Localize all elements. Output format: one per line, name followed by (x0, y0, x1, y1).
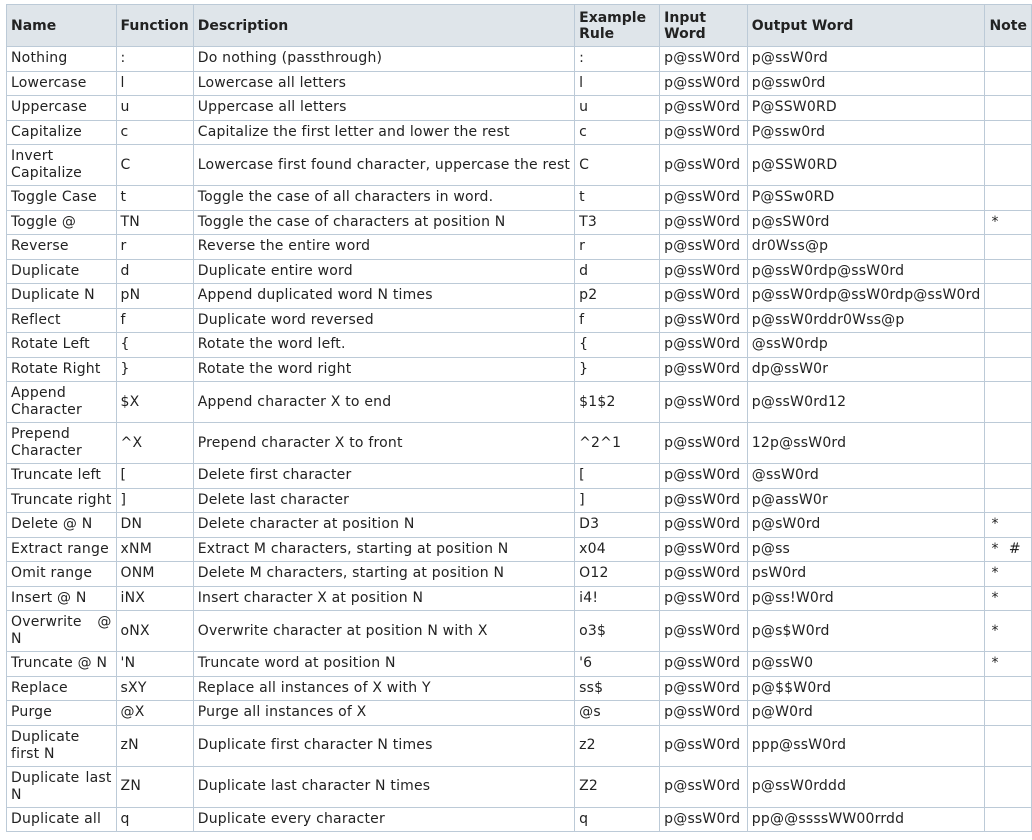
cell-note (985, 676, 1032, 701)
cell-description: Rotate the word left. (193, 333, 574, 358)
cell-note (985, 423, 1032, 464)
cell-output: p@ssw0rd (747, 71, 985, 96)
cell-example: o3$ (575, 611, 660, 652)
header-function: Function (116, 5, 193, 47)
cell-description: Duplicate word reversed (193, 308, 574, 333)
header-output-word: Output Word (747, 5, 985, 47)
table-body (7, 47, 1032, 832)
cell-description: Duplicate last character N times (193, 766, 574, 807)
cell-function: iNX (116, 586, 193, 611)
cell-input: p@ssW0rd (660, 464, 748, 489)
table-row (7, 537, 1032, 562)
cell-function: $X (116, 382, 193, 423)
cell-function: l (116, 71, 193, 96)
cell-example: C (575, 145, 660, 186)
cell-note (985, 701, 1032, 726)
cell-input: p@ssW0rd (660, 586, 748, 611)
header-name: Name (7, 5, 117, 47)
cell-input: p@ssW0rd (660, 725, 748, 766)
cell-name: Duplicate (7, 259, 117, 284)
cell-note: * (985, 513, 1032, 538)
table-row (7, 120, 1032, 145)
cell-description: Reverse the entire word (193, 235, 574, 260)
cell-description: Append duplicated word N times (193, 284, 574, 309)
cell-output: pp@@ssssWW00rrdd (747, 807, 985, 832)
table-row (7, 652, 1032, 677)
cell-output: p@ss (747, 537, 985, 562)
cell-name: Rotate Right (7, 357, 117, 382)
cell-function: C (116, 145, 193, 186)
cell-example: q (575, 807, 660, 832)
cell-input: p@ssW0rd (660, 235, 748, 260)
cell-output: @ssW0rd (747, 464, 985, 489)
cell-name: Reverse (7, 235, 117, 260)
cell-function: f (116, 308, 193, 333)
cell-example: t (575, 186, 660, 211)
cell-function: } (116, 357, 193, 382)
cell-name: Purge (7, 701, 117, 726)
cell-name: Append Character (7, 382, 117, 423)
cell-name: Truncate @ N (7, 652, 117, 677)
cell-function: DN (116, 513, 193, 538)
cell-description: Duplicate entire word (193, 259, 574, 284)
header-input-word: Input Word (660, 5, 748, 47)
cell-example: '6 (575, 652, 660, 677)
cell-input: p@ssW0rd (660, 333, 748, 358)
cell-description: Delete first character (193, 464, 574, 489)
cell-function: 'N (116, 652, 193, 677)
cell-description: Rotate the word right (193, 357, 574, 382)
cell-note (985, 807, 1032, 832)
cell-output: p@ssW0 (747, 652, 985, 677)
cell-note (985, 725, 1032, 766)
table-row (7, 71, 1032, 96)
cell-note (985, 464, 1032, 489)
cell-note (985, 284, 1032, 309)
cell-input: p@ssW0rd (660, 71, 748, 96)
cell-output: P@ssw0rd (747, 120, 985, 145)
cell-name: Omit range (7, 562, 117, 587)
cell-description: Truncate word at position N (193, 652, 574, 677)
table-row (7, 701, 1032, 726)
cell-function: oNX (116, 611, 193, 652)
cell-name: Rotate Left (7, 333, 117, 358)
cell-example: c (575, 120, 660, 145)
cell-name: Duplicate first N (7, 725, 117, 766)
cell-name: Duplicate last N (7, 766, 117, 807)
cell-output: p@ssW0rdp@ssW0rdp@ssW0rd (747, 284, 985, 309)
cell-function: r (116, 235, 193, 260)
cell-output: p@ss!W0rd (747, 586, 985, 611)
cell-output: @ssW0rdp (747, 333, 985, 358)
cell-example: T3 (575, 210, 660, 235)
table-row (7, 308, 1032, 333)
cell-name: Delete @ N (7, 513, 117, 538)
cell-description: Overwrite character at position N with X (193, 611, 574, 652)
cell-output: dr0Wss@p (747, 235, 985, 260)
cell-example: : (575, 47, 660, 72)
cell-input: p@ssW0rd (660, 423, 748, 464)
cell-example: $1$2 (575, 382, 660, 423)
cell-function: : (116, 47, 193, 72)
cell-input: p@ssW0rd (660, 611, 748, 652)
cell-example: Z2 (575, 766, 660, 807)
cell-function: ONM (116, 562, 193, 587)
cell-output: dp@ssW0r (747, 357, 985, 382)
cell-output: 12p@ssW0rd (747, 423, 985, 464)
cell-function: ] (116, 488, 193, 513)
cell-function: @X (116, 701, 193, 726)
cell-input: p@ssW0rd (660, 676, 748, 701)
header-row (7, 5, 1032, 47)
cell-input: p@ssW0rd (660, 357, 748, 382)
table-row (7, 210, 1032, 235)
cell-example: l (575, 71, 660, 96)
table-row (7, 464, 1032, 489)
cell-name: Prepend Character (7, 423, 117, 464)
header-example-rule: Example Rule (575, 5, 660, 47)
cell-function: [ (116, 464, 193, 489)
table-row (7, 333, 1032, 358)
cell-description: Delete last character (193, 488, 574, 513)
table-row (7, 96, 1032, 121)
cell-description: Replace all instances of X with Y (193, 676, 574, 701)
header-note: Note (985, 5, 1032, 47)
cell-name: Replace (7, 676, 117, 701)
cell-input: p@ssW0rd (660, 308, 748, 333)
cell-example: @s (575, 701, 660, 726)
cell-example: x04 (575, 537, 660, 562)
cell-example: { (575, 333, 660, 358)
cell-output: p@ssW0rddd (747, 766, 985, 807)
cell-function: ZN (116, 766, 193, 807)
cell-input: p@ssW0rd (660, 210, 748, 235)
cell-description: Do nothing (passthrough) (193, 47, 574, 72)
cell-description: Uppercase all letters (193, 96, 574, 121)
cell-note (985, 308, 1032, 333)
cell-description: Toggle the case of characters at position N (193, 210, 574, 235)
cell-input: p@ssW0rd (660, 96, 748, 121)
table-row (7, 357, 1032, 382)
rule-functions-table (6, 4, 1032, 832)
table-row (7, 676, 1032, 701)
cell-note (985, 120, 1032, 145)
cell-note (985, 71, 1032, 96)
cell-description: Purge all instances of X (193, 701, 574, 726)
cell-output: P@SSW0RD (747, 96, 985, 121)
table-row (7, 47, 1032, 72)
cell-function: d (116, 259, 193, 284)
cell-function: t (116, 186, 193, 211)
table-row (7, 259, 1032, 284)
table-row (7, 235, 1032, 260)
table-row (7, 423, 1032, 464)
cell-output: p@ssW0rd12 (747, 382, 985, 423)
cell-name: Invert Capitalize (7, 145, 117, 186)
cell-output: ppp@ssW0rd (747, 725, 985, 766)
cell-output: p@W0rd (747, 701, 985, 726)
cell-function: { (116, 333, 193, 358)
table-row (7, 513, 1032, 538)
cell-input: p@ssW0rd (660, 47, 748, 72)
cell-input: p@ssW0rd (660, 513, 748, 538)
cell-description: Toggle the case of all characters in word. (193, 186, 574, 211)
cell-output: p@ssW0rddr0Wss@p (747, 308, 985, 333)
cell-input: p@ssW0rd (660, 259, 748, 284)
cell-description: Insert character X at position N (193, 586, 574, 611)
cell-function: pN (116, 284, 193, 309)
cell-note (985, 96, 1032, 121)
cell-example: ^2^1 (575, 423, 660, 464)
cell-name: Reflect (7, 308, 117, 333)
cell-example: p2 (575, 284, 660, 309)
cell-input: p@ssW0rd (660, 382, 748, 423)
cell-function: xNM (116, 537, 193, 562)
cell-description: Delete character at position N (193, 513, 574, 538)
cell-output: p@ssW0rdp@ssW0rd (747, 259, 985, 284)
cell-function: ^X (116, 423, 193, 464)
cell-name: Uppercase (7, 96, 117, 121)
cell-example: z2 (575, 725, 660, 766)
table-row (7, 284, 1032, 309)
cell-note: * (985, 586, 1032, 611)
cell-output: p@$$W0rd (747, 676, 985, 701)
table-row (7, 145, 1032, 186)
cell-example: i4! (575, 586, 660, 611)
cell-name: Lowercase (7, 71, 117, 96)
cell-example: r (575, 235, 660, 260)
cell-description: Delete M characters, starting at position N (193, 562, 574, 587)
header-description: Description (193, 5, 574, 47)
cell-function: TN (116, 210, 193, 235)
cell-input: p@ssW0rd (660, 652, 748, 677)
cell-description: Capitalize the first letter and lower the rest (193, 120, 574, 145)
cell-example: [ (575, 464, 660, 489)
cell-name: Truncate left (7, 464, 117, 489)
cell-input: p@ssW0rd (660, 766, 748, 807)
cell-description: Duplicate every character (193, 807, 574, 832)
cell-name: Nothing (7, 47, 117, 72)
cell-example: d (575, 259, 660, 284)
table-row (7, 725, 1032, 766)
table-row (7, 586, 1032, 611)
cell-description: Prepend character X to front (193, 423, 574, 464)
cell-output: P@SSw0RD (747, 186, 985, 211)
cell-example: O12 (575, 562, 660, 587)
cell-note (985, 357, 1032, 382)
cell-output: psW0rd (747, 562, 985, 587)
cell-input: p@ssW0rd (660, 145, 748, 186)
cell-note (985, 333, 1032, 358)
cell-note (985, 235, 1032, 260)
cell-function: zN (116, 725, 193, 766)
table-row (7, 382, 1032, 423)
cell-note (985, 145, 1032, 186)
cell-name: Duplicate N (7, 284, 117, 309)
cell-input: p@ssW0rd (660, 537, 748, 562)
cell-function: sXY (116, 676, 193, 701)
cell-note: * (985, 210, 1032, 235)
cell-description: Append character X to end (193, 382, 574, 423)
cell-example: D3 (575, 513, 660, 538)
cell-output: p@s$W0rd (747, 611, 985, 652)
cell-note (985, 766, 1032, 807)
cell-function: u (116, 96, 193, 121)
cell-description: Duplicate first character N times (193, 725, 574, 766)
cell-name: Extract range (7, 537, 117, 562)
cell-note: * (985, 562, 1032, 587)
cell-description: Lowercase first found character, uppercase the rest (193, 145, 574, 186)
table-row (7, 562, 1032, 587)
cell-note: * (985, 611, 1032, 652)
cell-name: Truncate right (7, 488, 117, 513)
table-row (7, 488, 1032, 513)
cell-output: p@sSW0rd (747, 210, 985, 235)
cell-example: } (575, 357, 660, 382)
cell-output: p@assW0r (747, 488, 985, 513)
cell-output: p@sW0rd (747, 513, 985, 538)
cell-input: p@ssW0rd (660, 186, 748, 211)
cell-note (985, 259, 1032, 284)
cell-name: Overwrite @ N (7, 611, 117, 652)
cell-description: Lowercase all letters (193, 71, 574, 96)
cell-note: * (985, 652, 1032, 677)
cell-output: p@SSW0RD (747, 145, 985, 186)
cell-name: Toggle Case (7, 186, 117, 211)
table-row (7, 186, 1032, 211)
cell-note (985, 186, 1032, 211)
cell-note (985, 382, 1032, 423)
cell-input: p@ssW0rd (660, 284, 748, 309)
cell-example: ] (575, 488, 660, 513)
cell-note (985, 488, 1032, 513)
cell-example: u (575, 96, 660, 121)
cell-description: Extract M characters, starting at position N (193, 537, 574, 562)
table-row (7, 807, 1032, 832)
cell-note (985, 47, 1032, 72)
cell-input: p@ssW0rd (660, 562, 748, 587)
cell-input: p@ssW0rd (660, 807, 748, 832)
cell-name: Insert @ N (7, 586, 117, 611)
cell-input: p@ssW0rd (660, 488, 748, 513)
cell-example: ss$ (575, 676, 660, 701)
cell-function: c (116, 120, 193, 145)
table-row (7, 766, 1032, 807)
cell-note: * # (985, 537, 1032, 562)
cell-name: Toggle @ (7, 210, 117, 235)
cell-name: Capitalize (7, 120, 117, 145)
table-row (7, 611, 1032, 652)
cell-example: f (575, 308, 660, 333)
cell-name: Duplicate all (7, 807, 117, 832)
cell-input: p@ssW0rd (660, 701, 748, 726)
cell-output: p@ssW0rd (747, 47, 985, 72)
cell-function: q (116, 807, 193, 832)
cell-input: p@ssW0rd (660, 120, 748, 145)
